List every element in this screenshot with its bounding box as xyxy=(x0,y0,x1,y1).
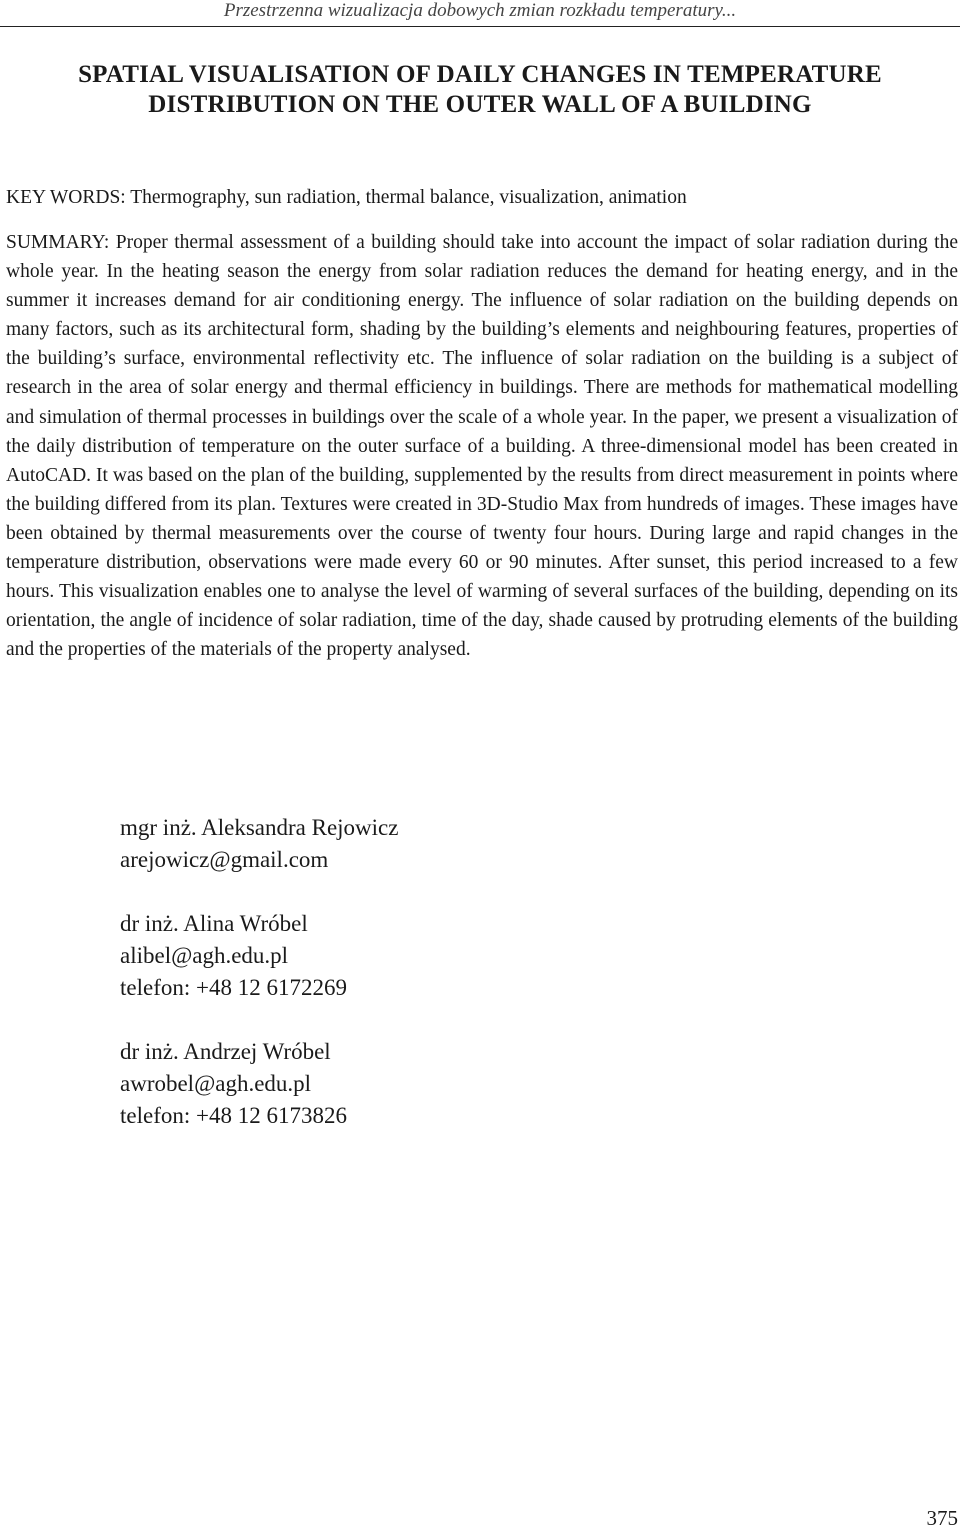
running-header xyxy=(0,0,960,27)
author-phone: telefon: +48 12 6173826 xyxy=(120,1103,347,1128)
running-title: Przestrzenna wizualizacja dobowych zmian rozkładu temperatury... xyxy=(223,0,737,21)
author-email[interactable]: awrobel@agh.edu.pl xyxy=(120,1071,312,1096)
keywords: KEY WORDS: Thermography, sun radiation, thermal balance, visualization, animation xyxy=(6,187,687,208)
author-entry xyxy=(120,1036,398,1132)
author-entry xyxy=(120,908,398,1004)
author-entry xyxy=(120,812,398,876)
page-number: 375 xyxy=(926,1506,958,1530)
title-line-1: SPATIAL VISUALISATION OF DAILY CHANGES IN TEMPERATURE xyxy=(78,61,882,88)
author-email[interactable]: arejowicz@gmail.com xyxy=(120,847,329,872)
author-list xyxy=(120,812,398,1164)
author-name: dr inż. Alina Wróbel xyxy=(120,911,308,936)
author-phone: telefon: +48 12 6172269 xyxy=(120,975,347,1000)
summary-paragraph: SUMMARY: Proper thermal assessment of a building should take into account the impact of solar radiation during the whole year. In the heating season the energy from solar radiation reduces the demand for heating energy, and in the summer it increases demand for air conditioning energy. The influence of solar radiation on the building depends on many factors, such as its architectural form, shading by the building’s elements and neighbouring features, properties of the building’s surface, environmental reflectivity etc. The influence of solar radiation on the building is a subject of research in the area of solar energy and thermal efficiency in buildings. There are methods for mathematical modelling and simulation of thermal processes in buildings over the scale of a whole year. In the paper, we present a visualization of the daily distribution of temperature on the outer surface of a building. A three-dimensional model has been created in AutoCAD. It was based on the plan of the building, supplemented by the results from direct measurement in points where the building differed from its plan. Textures were created in 3D-Studio Max from hundreds of images. These images have been obtained by thermal measurements over the course of twenty four hours. During large and rapid changes in the temperature distribution, observations were made every 60 or 90 minutes. After sunset, this period increased to a few hours. This visualization enables one to analyse the level of warming of several surfaces of the building, depending on its orientation, the angle of incidence of solar radiation, time of the day, shade caused by protruding elements of the building and the properties of the materials of the property analysed. xyxy=(6,232,958,661)
title-line-2: DISTRIBUTION ON THE OUTER WALL OF A BUILDING xyxy=(148,91,812,118)
author-name: dr inż. Andrzej Wróbel xyxy=(120,1039,331,1064)
paper-title xyxy=(0,60,960,120)
author-email[interactable]: alibel@agh.edu.pl xyxy=(120,943,289,968)
author-name: mgr inż. Aleksandra Rejowicz xyxy=(120,815,399,840)
